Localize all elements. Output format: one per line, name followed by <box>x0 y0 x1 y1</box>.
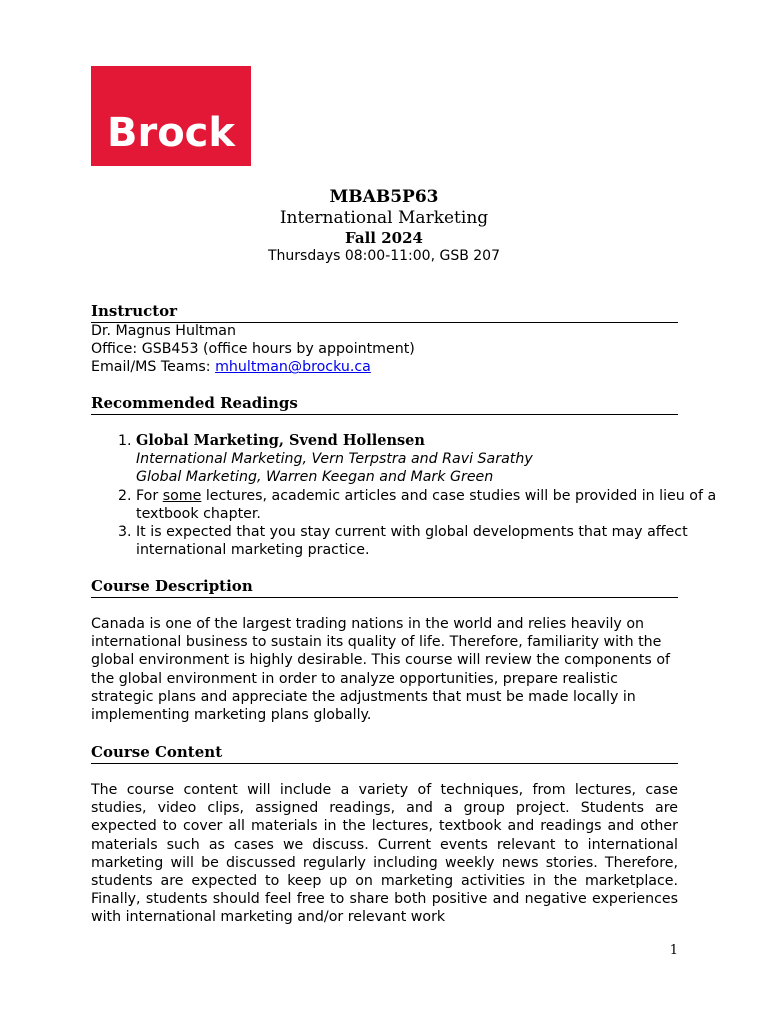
content-text: The course content will include a variety of techniques, from lectures, case studies, video clips, assigned readings, and a group project. Students are expected to cover all materials in the lectures, textbook and readings and other materials such as cases we discuss. Current events relevant to international marketing will be discussed regularly including weekly news stories. Therefore, students are expected to keep up on marketing activities in the marketplace. Finally, students should feel free to share both positive and negative experiences with international marketing and/or relevant work <box>91 782 678 926</box>
brock-logo-mark <box>91 66 251 166</box>
instructor-heading: Instructor <box>91 302 678 323</box>
readings-list <box>91 432 746 559</box>
content-heading: Course Content <box>91 743 678 764</box>
reading-item-2 <box>136 487 746 523</box>
reading-item-2-pre: For <box>136 487 163 504</box>
instructor-office: Office: GSB453 (office hours by appointment) <box>91 341 415 358</box>
instructor-email-line <box>91 358 678 376</box>
course-term: Fall 2024 <box>345 229 423 247</box>
email-label: Email/MS Teams: <box>91 359 216 376</box>
reading-item-2-post: lectures, academic articles and case studies will be provided in lieu of a textbook chapter. <box>136 487 717 522</box>
reading-item-2-emph: some <box>162 487 202 504</box>
brock-logo <box>91 66 251 166</box>
reading-item-1 <box>136 432 746 487</box>
reading-alt-2: Global Marketing, Warren Keegan and Mark Green <box>136 469 494 486</box>
description-heading: Course Description <box>91 577 678 598</box>
description-text: Canada is one of the largest trading nations in the world and relies heavily on international business to sustain its quality of life. Therefore, familiarity with the global environment is highly desirable. This course will review the components of the global environment in order to analyze opportunities, prepare realistic strategic plans and appreciate the adjustments that must be made locally in implementing marketing plans globally. <box>91 616 670 724</box>
reading-item-3: 3. It is expected that you stay current with global developments that may affect international marketing practice. <box>136 523 746 559</box>
readings-heading: Recommended Readings <box>91 394 678 415</box>
course-code: MBAB5P63 <box>329 187 439 207</box>
reading-main-title: 1. Global Marketing, Svend Hollensen <box>136 432 425 449</box>
instructor-info <box>91 322 678 377</box>
svg-text:Brock: Brock <box>106 110 236 156</box>
course-schedule: Thursdays 08:00-11:00, GSB 207 <box>268 248 500 264</box>
reading-alt-1: International Marketing, Vern Terpstra and Ravi Sarathy <box>136 451 533 468</box>
instructor-name: Dr. Magnus Hultman <box>91 323 236 339</box>
course-name: International Marketing <box>279 208 489 228</box>
page-number: 1 <box>669 943 678 958</box>
email-link[interactable]: mhultman@brocku.ca <box>215 359 371 376</box>
